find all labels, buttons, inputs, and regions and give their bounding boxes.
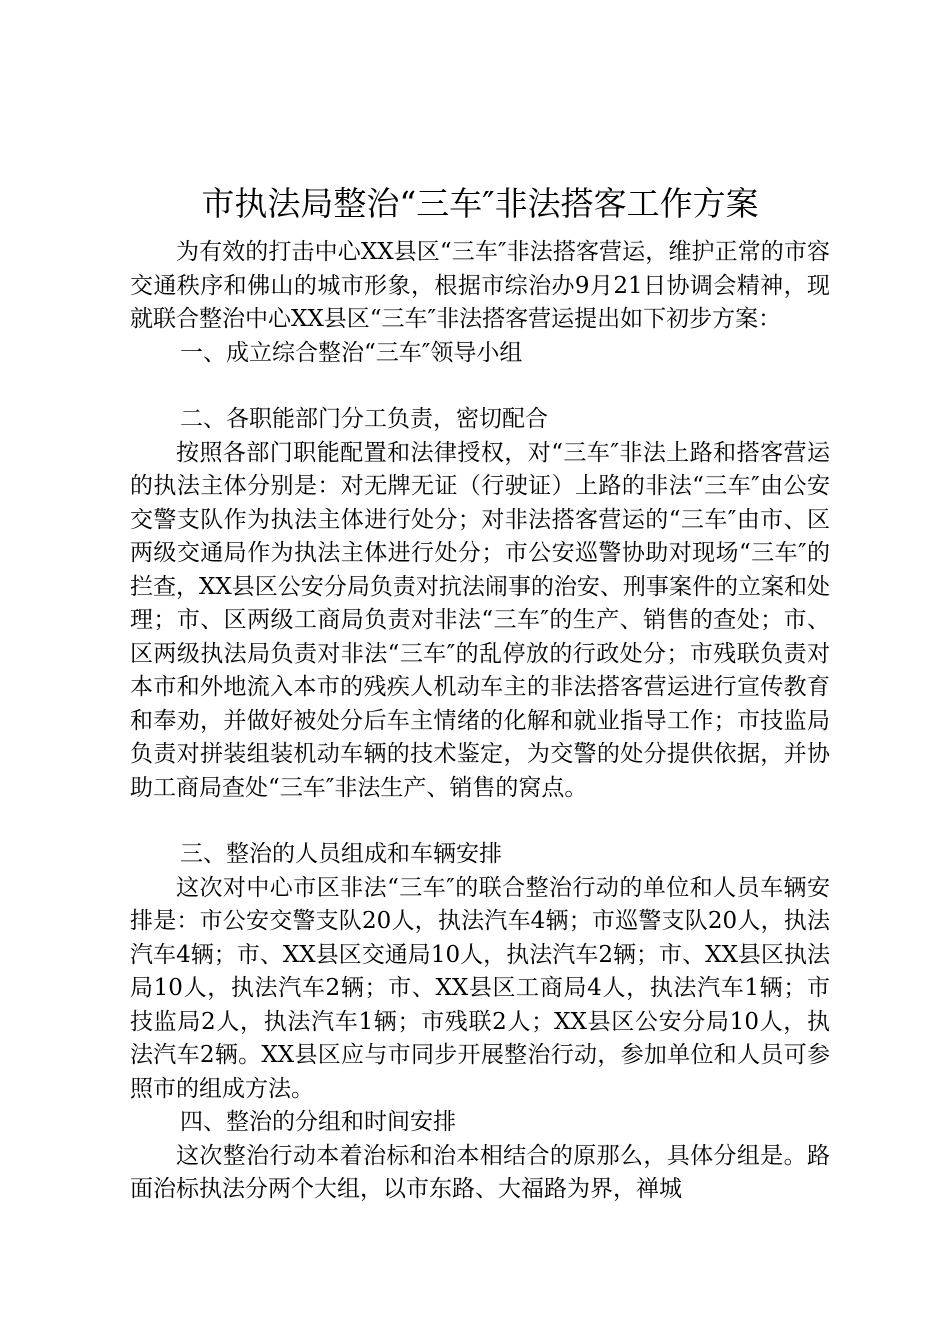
document-title: 市执法局整治“三车″非法搭客工作方案: [201, 184, 759, 223]
section-4-heading: 四、整治的分组和时间安排: [180, 1109, 456, 1135]
section-2-heading: 二、各职能部门分工负责，密切配合: [180, 406, 548, 432]
section-4-paragraph: 这次整治行动本着治标和治本相结合的原那么，具体分组是。路面治标执法分两个大组，以市东路、大福路为界，禅城: [130, 1142, 830, 1202]
intro-paragraph: 为有效的打击中心XX县区“三车″非法搭客营运，维护正常的市容交通秩序和佛山的城市形象，根据市综治办9月21日协调会精神，现就联合整治中心XX县区“三车″非法搭客营运提出如下初步方案：: [130, 239, 830, 332]
section-3-heading: 三、整治的人员组成和车辆安排: [180, 841, 502, 867]
section-3-paragraph: 这次对中心市区非法“三车″的联合整治行动的单位和人员车辆安排是：市公安交警支队20人，执法汽车4辆；市巡警支队20人，执法汽车4辆；市、XX县区交通局10人，执法汽车2辆；市、XX县区执法局10人，执法汽车2辆；市、XX县区工商局4人，执法汽车1辆；市技监局2人，执法汽车1辆；市残联2人；XX县区公安分局10人，执法汽车2辆。XX县区应与市同步开展整治行动，参加单位和人员可参照市的组成方法。: [130, 874, 830, 1102]
document-page: [130, 178, 830, 1207]
section-2-paragraph: 按照各部门职能配置和法律授权，对“三车″非法上路和搭客营运的执法主体分别是：对无牌无证（行驶证）上路的非法“三车″由公安交警支队作为执法主体进行处分；对非法搭客营运的“三车″由市、区两级交通局作为执法主体进行处分；市公安巡警协助对现场“三车″的拦查，XX县区公安分局负责对抗法闹事的治安、刑事案件的立案和处理；市、区两级工商局负责对非法“三车″的生产、销售的查处；市、区两级执法局负责对非法“三车″的乱停放的行政处分；市残联负责对本市和外地流入本市的残疾人机动车主的非法搭客营运进行宣传教育和奉劝，并做好被处分后车主情绪的化解和就业指导工作；市技监局负责对拼装组装机动车辆的技术鉴定，为交警的处分提供依据，并协助工商局查处“三车″非法生产、销售的窝点。: [130, 439, 830, 801]
section-1-heading: 一、成立综合整治“三车″领导小组: [180, 339, 523, 366]
